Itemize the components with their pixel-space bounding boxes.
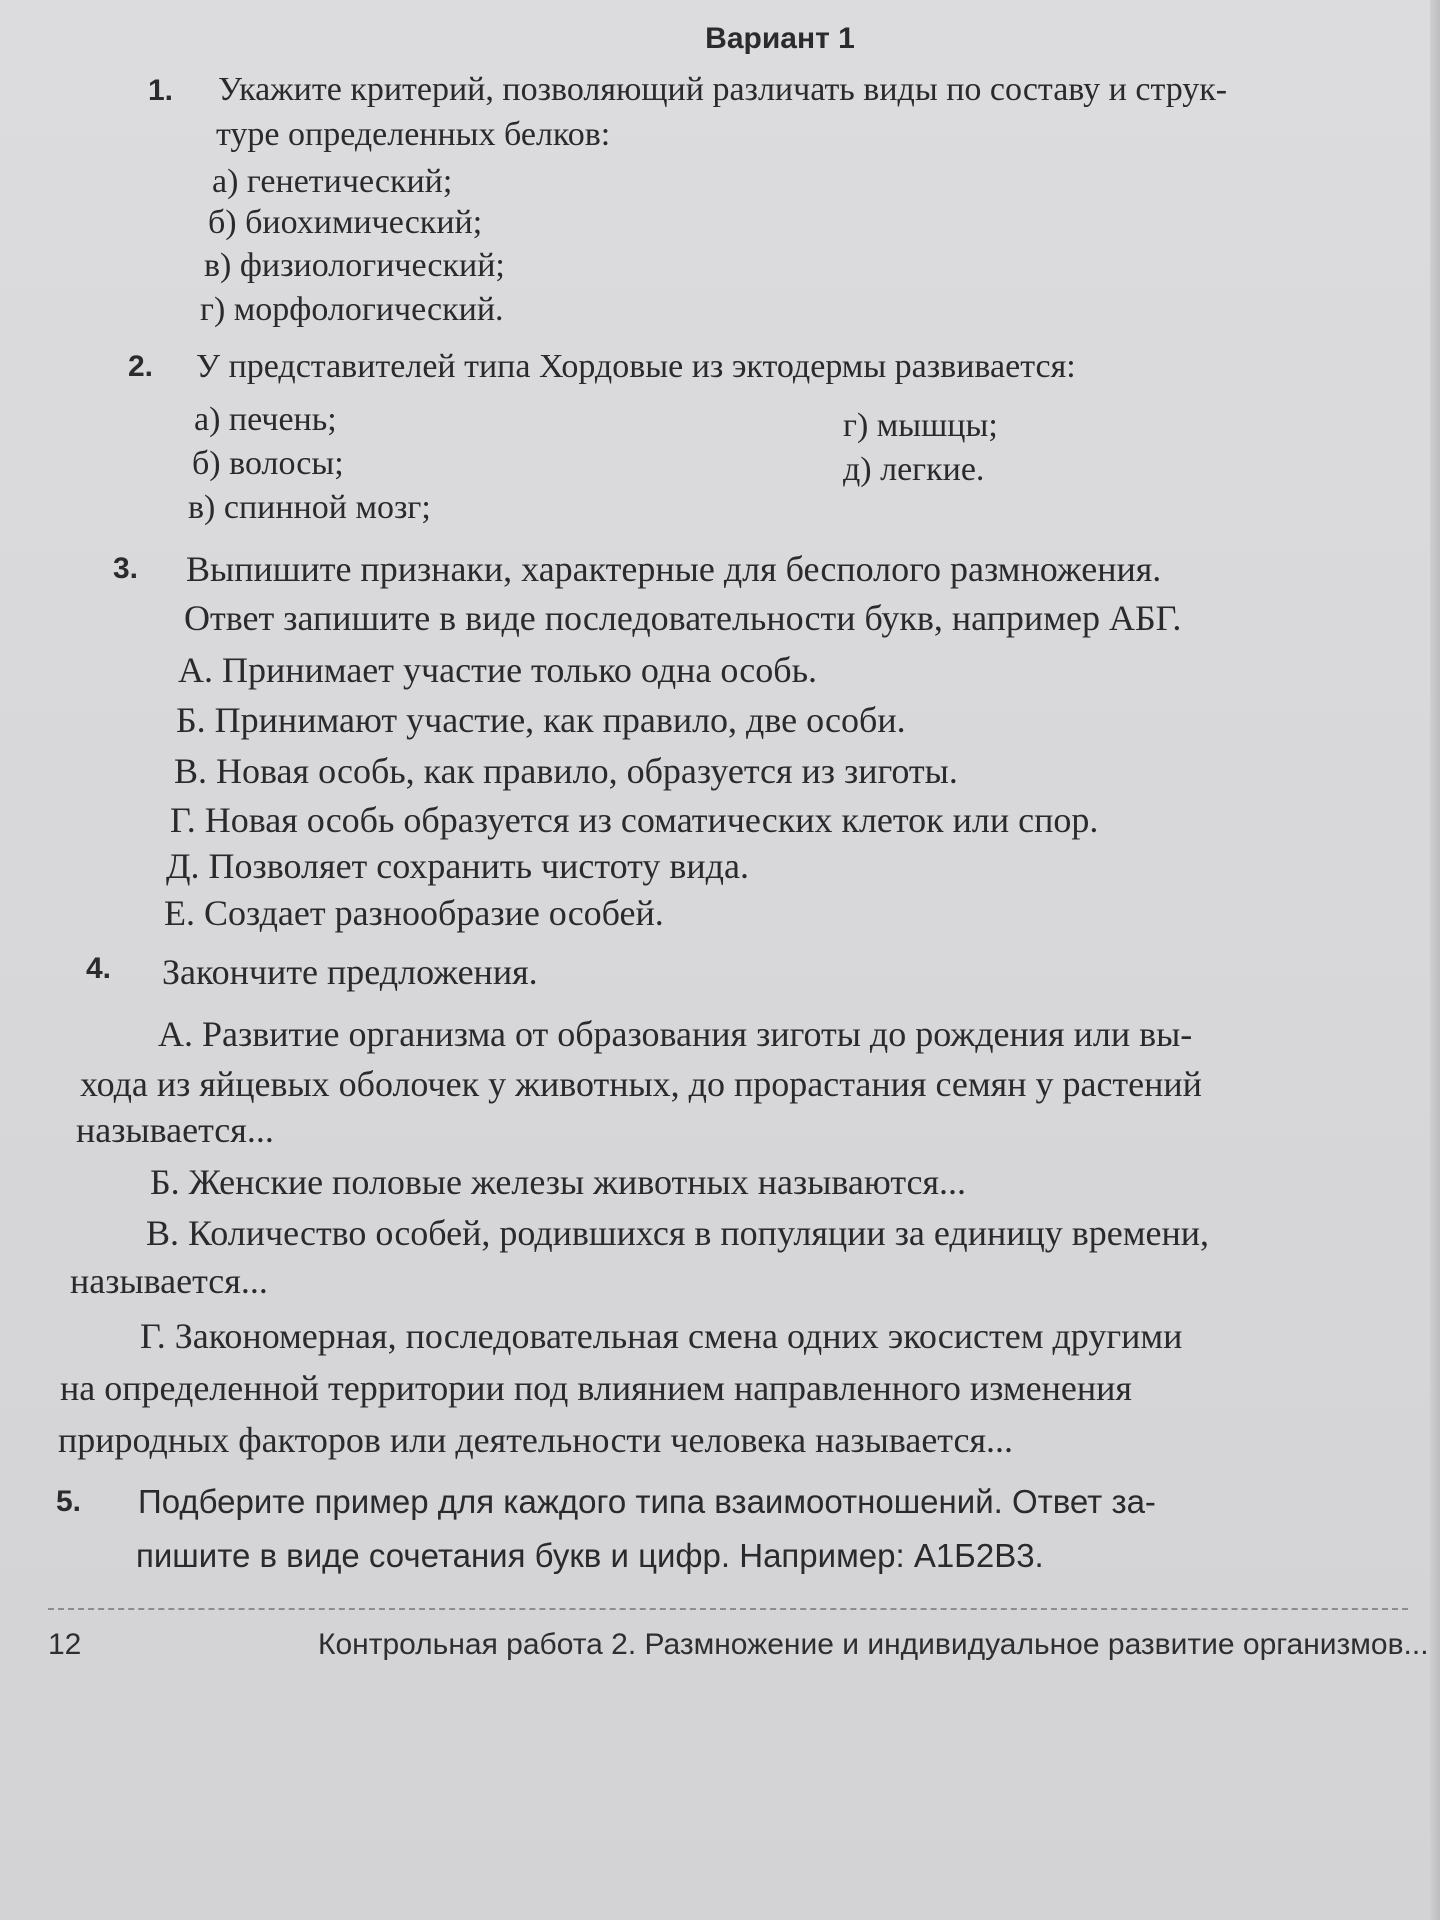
answer-option: Б. Принимают участие, как правило, две особи. (176, 700, 906, 740)
sentence-line: В. Количество особей, родившихся в популяции за единицу времени, (146, 1213, 1210, 1253)
question-text-line: Укажите критерий, позволяющий различать виды по составу и струк- (218, 71, 1228, 108)
answer-option: в) физиологический; (204, 247, 505, 284)
answer-option: г) мышцы; (843, 407, 998, 444)
answer-option: В. Новая особь, как правило, образуется из зиготы. (174, 751, 958, 791)
question-number: 2. (128, 350, 154, 383)
question-text-line: Ответ запишите в виде последовательности букв, например АБГ. (184, 598, 1182, 638)
question-text-line: У представителей типа Хордовые из эктодермы развивается: (196, 348, 1076, 385)
sentence-line: Б. Женские половые железы животных называются... (150, 1162, 967, 1202)
answer-option: Д. Позволяет сохранить чистоту вида. (166, 846, 749, 886)
question-text-line: пишите в виде сочетания букв и цифр. Например: А1Б2В3. (136, 1537, 1044, 1574)
page-number: 12 (48, 1628, 82, 1661)
question-number: 1. (148, 74, 174, 107)
question-number: 3. (113, 552, 139, 585)
question-text-line: Подберите пример для каждого типа взаимоотношений. Ответ за- (138, 1483, 1156, 1520)
page-edge (1430, 0, 1440, 1920)
sentence-line: природных факторов или деятельности человека называется... (58, 1420, 1014, 1460)
sentence-line: Г. Закономерная, последовательная смена одних экосистем другими (140, 1316, 1183, 1356)
answer-option: Г. Новая особь образуется из соматических клеток или спор. (170, 800, 1099, 840)
variant-title: Вариант 1 (705, 22, 855, 55)
footer-divider (48, 1608, 1408, 1610)
answer-option: а) генетический; (212, 163, 453, 200)
answer-option: б) волосы; (192, 445, 344, 482)
running-footer: Контрольная работа 2. Размножение и индивидуальное развитие организмов... (318, 1628, 1429, 1661)
answer-option: А. Принимает участие только одна особь. (178, 650, 818, 690)
answer-option: б) биохимический; (208, 204, 483, 241)
sentence-line: А. Развитие организма от образования зиготы до рождения или вы- (158, 1014, 1193, 1054)
answer-option: Е. Создает разнообразие особей. (164, 893, 664, 933)
answer-option: г) морфологический. (200, 291, 504, 328)
sentence-line: называется... (70, 1261, 268, 1301)
sentence-line: хода из яйцевых оболочек у животных, до прорастания семян у растений (80, 1064, 1202, 1104)
question-text-line: туре определенных белков: (216, 116, 611, 153)
question-number: 5. (56, 1485, 82, 1518)
question-number: 4. (86, 952, 112, 985)
answer-option: а) печень; (194, 401, 337, 438)
sentence-line: на определенной территории под влиянием направленного изменения (60, 1368, 1132, 1408)
question-text-line: Выпишите признаки, характерные для бесполого размножения. (186, 549, 1162, 589)
sentence-line: называется... (76, 1110, 274, 1150)
answer-option: в) спинной мозг; (188, 489, 431, 526)
answer-option: д) легкие. (843, 451, 985, 488)
question-text-line: Закончите предложения. (162, 952, 538, 992)
